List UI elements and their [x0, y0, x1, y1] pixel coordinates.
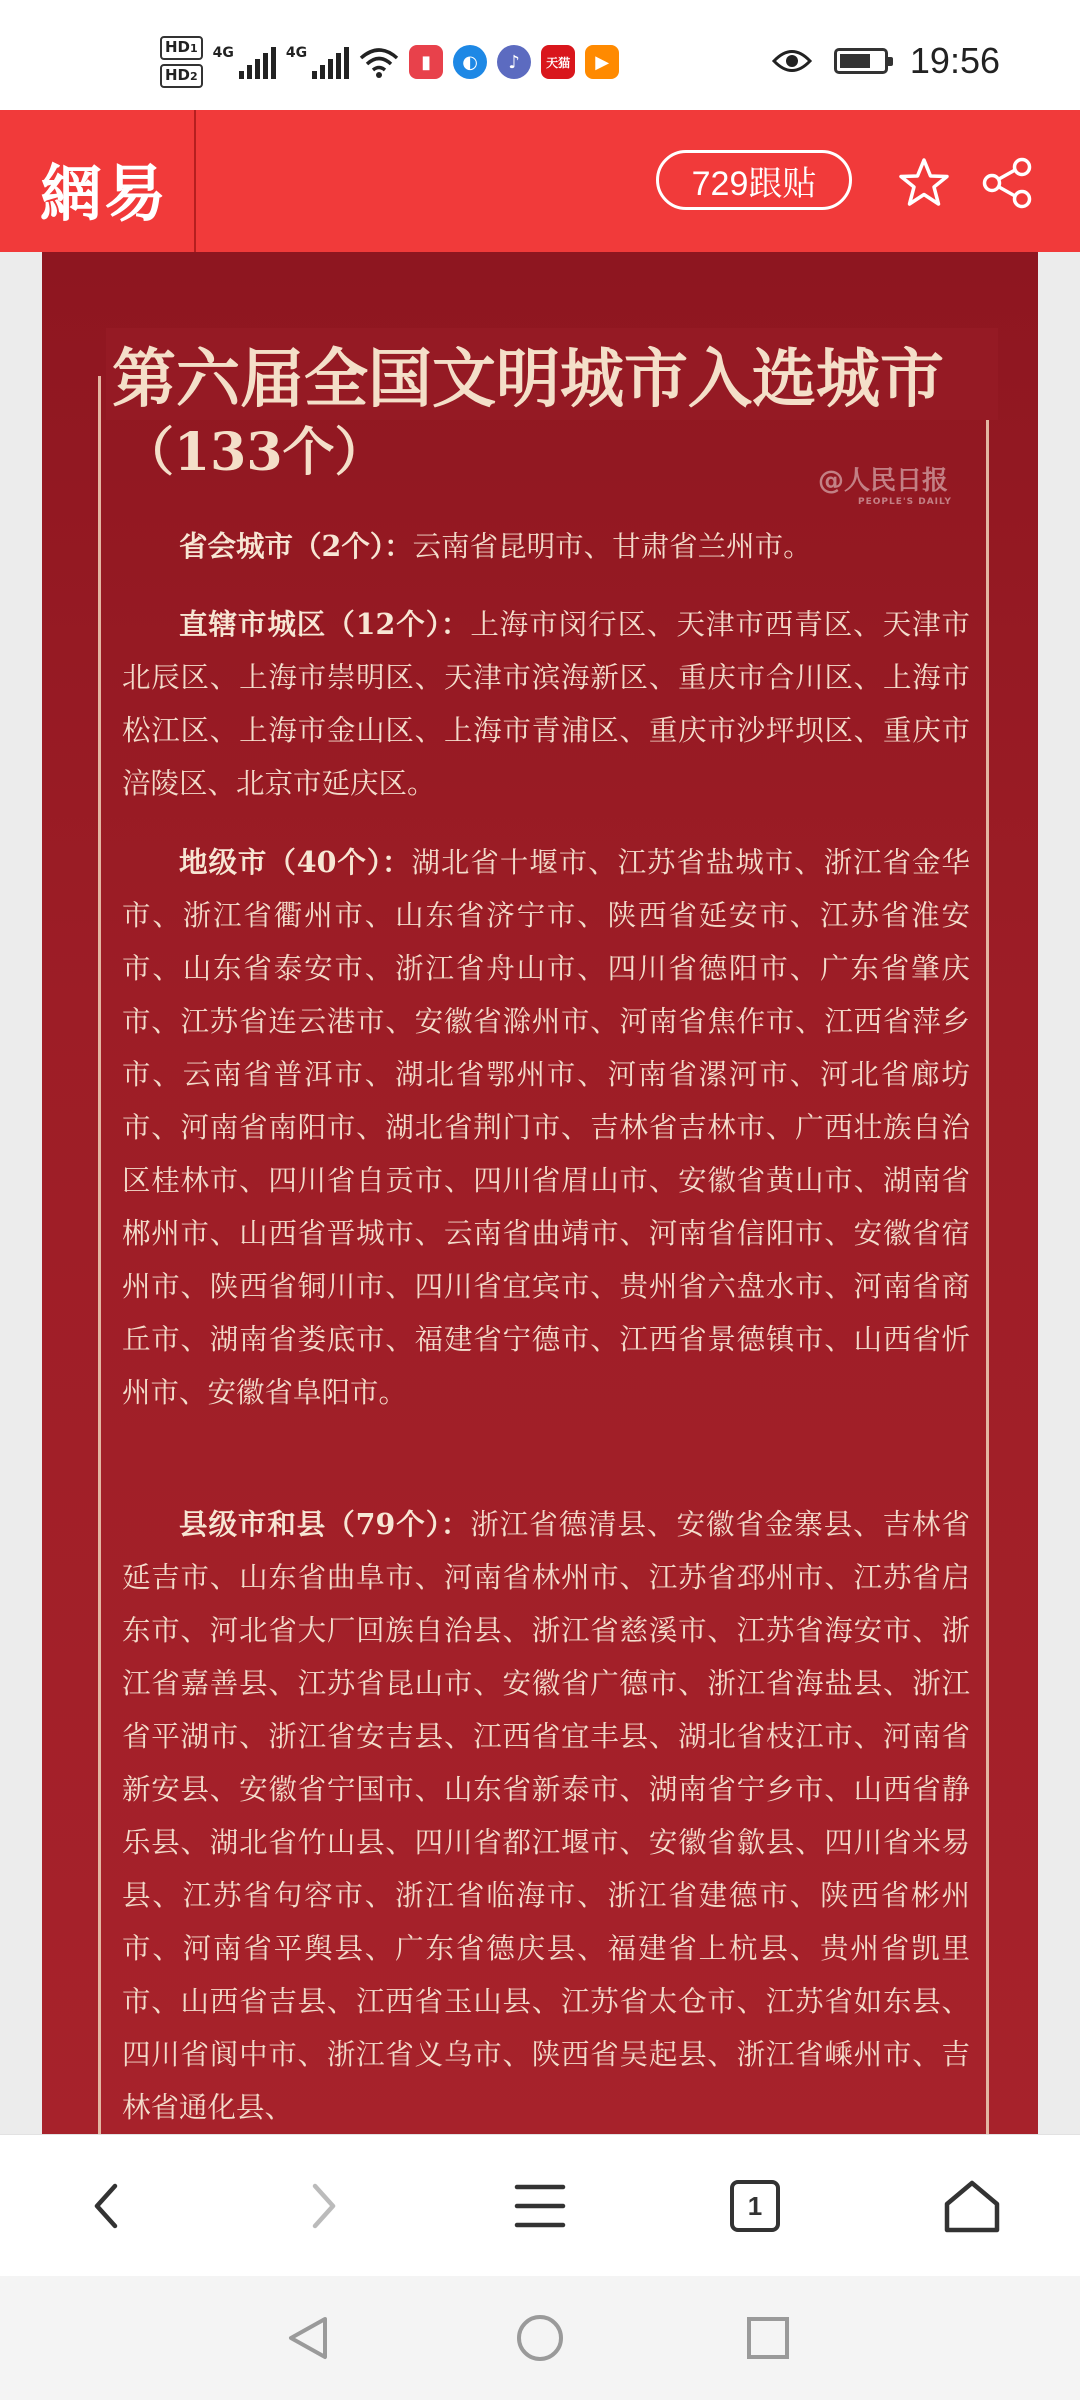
- poster-title: 第六届全国文明城市入选城市: [106, 328, 998, 420]
- section-text: 上海市闵行区、天津市西青区、天津市北辰区、上海市崇明区、天津市滨海新区、重庆市合川区、上海市松江区、上海市金山区、上海市青浦区、重庆市沙坪坝区、重庆市涪陵区、北京市延庆区。: [122, 608, 970, 800]
- poster-count: （133个）: [122, 422, 387, 483]
- frame-line-right: [986, 376, 989, 2134]
- nav-home-icon: [514, 2312, 566, 2364]
- section-lead: 直辖市城区（12个）：: [179, 607, 471, 641]
- music-app-icon: ♪: [497, 45, 531, 79]
- nav-back-icon: [283, 2313, 333, 2363]
- section-lead: 地级市（40个）：: [179, 845, 412, 879]
- back-icon: [87, 2178, 127, 2234]
- article-image: [42, 252, 1038, 2134]
- hd2-indicator: HD2: [160, 64, 203, 88]
- video-app-icon: ▶: [585, 45, 619, 79]
- back-button[interactable]: [72, 2171, 142, 2241]
- book-app-icon: ▮: [409, 45, 443, 79]
- system-nav-bar: [0, 2276, 1080, 2400]
- header-divider: [194, 110, 196, 252]
- comments-button[interactable]: 729跟贴: [656, 150, 852, 210]
- hd1-indicator: HD1: [160, 36, 203, 60]
- status-left: [160, 36, 619, 88]
- tabs-icon: 1: [730, 2180, 780, 2232]
- section-text: 浙江省德清县、安徽省金寨县、吉林省延吉市、山东省曲阜市、河南省林州市、江苏省邳州市、江苏省启东市、河北省大厂回族自治县、浙江省慈溪市、江苏省海安市、浙江省嘉善县、江苏省昆山市、安徽省广德市、浙江省海盐县、浙江省平湖市、浙江省安吉县、江西省宜丰县、湖北省枝江市、河南省新安县、安徽省宁国市、山东省新泰市、湖南省宁乡市、山西省静乐县、湖北省竹山县、四川省都江堰市、安徽省歙县、四川省米易县、江苏省句容市、浙江省临海市、浙江省建德市、陕西省彬州市、河南省平舆县、广东省德庆县、福建省上杭县、贵州省凯里市、山西省吉县、江西省玉山县、江苏省太仓市、江苏省如东县、四川省阆中市、浙江省义乌市、陕西省吴起县、浙江省嵊州市、吉林省通化县、: [122, 1508, 970, 2124]
- app-header: [0, 110, 1080, 252]
- eye-comfort-icon: [772, 48, 812, 74]
- status-bar: [0, 0, 1080, 110]
- section-provincial-capitals: [122, 520, 970, 573]
- home-button[interactable]: [937, 2171, 1007, 2241]
- section-text: 云南省昆明市、甘肃省兰州市。: [412, 530, 812, 563]
- clock: 19:56: [909, 40, 1000, 81]
- section-text: 湖北省十堰市、江苏省盐城市、浙江省金华市、浙江省衢州市、山东省济宁市、陕西省延安市、江苏省淮安市、山东省泰安市、浙江省舟山市、四川省德阳市、广东省肇庆市、江苏省连云港市、安徽省滁州市、河南省焦作市、江西省萍乡市、云南省普洱市、湖北省鄂州市、河南省漯河市、河北省廊坊市、河南省南阳市、湖北省荆门市、吉林省吉林市、广西壮族自治区桂林市、四川省自贡市、四川省眉山市、安徽省黄山市、湖南省郴州市、山西省晋城市、云南省曲靖市、河南省信阳市、安徽省宿州市、陕西省铜川市、四川省宜宾市、贵州省六盘水市、河南省商丘市、湖南省娄底市、福建省宁德市、江西省景德镇市、山西省忻州市、安徽省阜阳市。: [122, 846, 970, 1409]
- peoples-daily-watermark: @人民日报 PEOPLE'S DAILY: [818, 466, 952, 507]
- forward-icon: [303, 2178, 343, 2234]
- section-prefecture-cities: [122, 836, 970, 1419]
- share-icon[interactable]: [980, 155, 1036, 211]
- section-county-cities: [122, 1498, 970, 2134]
- nav-home-button[interactable]: [510, 2308, 570, 2368]
- browser-app-icon: ◐: [453, 45, 487, 79]
- section-municipal-districts: [122, 598, 970, 810]
- section-lead: 县级市和县（79个）：: [179, 1507, 471, 1541]
- forward-button[interactable]: [288, 2171, 358, 2241]
- menu-icon: [513, 2181, 567, 2231]
- signal-icon-sim1: 4G: [213, 45, 276, 79]
- nav-recents-button[interactable]: [738, 2308, 798, 2368]
- nav-back-button[interactable]: [278, 2308, 338, 2368]
- status-right: [772, 40, 1000, 82]
- section-lead: 省会城市（2个）：: [179, 529, 413, 563]
- home-icon: [941, 2178, 1003, 2234]
- wifi-icon: [359, 46, 399, 78]
- tabs-button[interactable]: [720, 2171, 790, 2241]
- menu-button[interactable]: [505, 2171, 575, 2241]
- article-content[interactable]: [0, 252, 1080, 2134]
- nav-recents-icon: [744, 2314, 792, 2362]
- signal-icon-sim2: 4G: [286, 45, 349, 79]
- tmall-app-icon: 天猫: [541, 45, 575, 79]
- hd-indicators: [160, 36, 203, 88]
- battery-icon: [834, 48, 888, 74]
- browser-toolbar: [0, 2134, 1080, 2277]
- netease-logo[interactable]: 網易: [40, 157, 169, 230]
- frame-line-left: [98, 376, 101, 2134]
- star-icon[interactable]: [896, 155, 952, 211]
